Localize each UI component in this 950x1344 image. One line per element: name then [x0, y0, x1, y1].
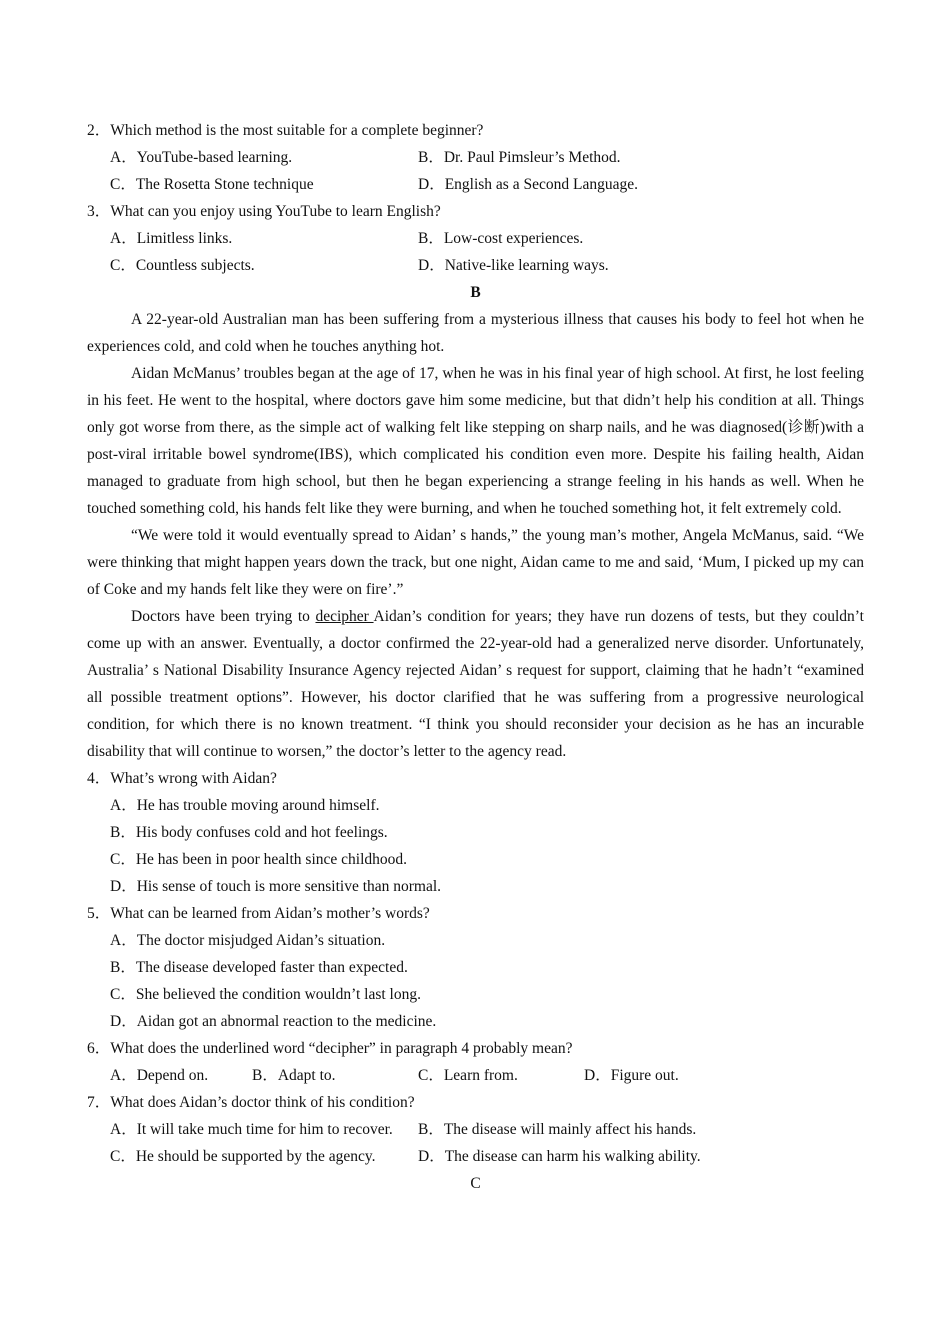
- text: Aidan’s condition for years; they have run dozens of tests, but they couldn’t come up with an answer. Eventually, a doctor confirmed the 22-year-old had a generalized nerve disorder. Unfortunately, Australia’ s National Disability Insurance Agency rejected Aidan’ s request for support, claiming that he hadn’t “examined all possible treatment options”. However, his doctor clarified that he was suffering from a progressive neurological condition, for which there is no known treatment. “I think you should reconsider your decision as he has an incurable disability that will continue to worsen,” the doctor’s letter to the agency read.: [87, 608, 864, 760]
- option: C．The Rosetta Stone technique: [110, 176, 314, 193]
- options-row: [87, 171, 864, 198]
- paragraph: [87, 603, 864, 765]
- section-heading-b: B: [470, 284, 481, 301]
- option: D．Aidan got an abnormal reaction to the medicine.: [110, 1013, 437, 1030]
- option: A．It will take much time for him to recover.: [110, 1121, 393, 1138]
- paragraph: “We were told it would eventually spread to Aidan’ s hands,” the young man’s mother, Angela McManus, said. “We were thinking that might happen years down the track, but one night, Aidan came to me and said, ‘Mum, I picked up my can of Coke and my hands felt like they were on fire’.”: [87, 527, 864, 598]
- underlined-word: decipher: [315, 608, 374, 625]
- option: D．His sense of touch is more sensitive than normal.: [110, 878, 442, 895]
- option: C．Countless subjects.: [110, 257, 255, 274]
- question-3: 3．What can you enjoy using YouTube to learn English?: [87, 203, 441, 220]
- question-6: 6．What does the underlined word “decipher” in paragraph 4 probably mean?: [87, 1040, 573, 1057]
- options-row: [87, 252, 864, 279]
- question-2: 2．Which method is the most suitable for a complete beginner?: [87, 122, 484, 139]
- document-body: [87, 117, 864, 1197]
- option: A．The doctor misjudged Aidan’s situation.: [110, 932, 386, 949]
- option: A．Limitless links.: [110, 230, 233, 247]
- options-row: [87, 225, 864, 252]
- options-row: [87, 1062, 864, 1089]
- option: D．Figure out.: [584, 1067, 679, 1084]
- section-heading-c: C: [470, 1175, 481, 1192]
- option: B．The disease developed faster than expected.: [110, 959, 408, 976]
- option: D．English as a Second Language.: [418, 176, 638, 193]
- option: C．He has been in poor health since childhood.: [110, 851, 408, 868]
- option: B．Low-cost experiences.: [418, 230, 584, 247]
- options-row: [87, 1143, 864, 1170]
- options-row: [87, 144, 864, 171]
- question-4: 4．What’s wrong with Aidan?: [87, 770, 277, 787]
- option: A．YouTube-based learning.: [110, 149, 293, 166]
- text: Doctors have been trying to: [131, 608, 316, 625]
- option: B．Adapt to.: [252, 1067, 336, 1084]
- option: B．Dr. Paul Pimsleur’s Method.: [418, 149, 621, 166]
- paragraph: Aidan McManus’ troubles began at the age of 17, when he was in his final year of high school. At first, he lost feeling in his feet. He went to the hospital, where doctors gave him some medicine, but that didn’t help his condition at all. Things only got worse from there, as the simple act of walking felt like stepping on sharp nails, and he was diagnosed(诊断)with a post-viral irritable bowel syndrome(IBS), which complicated his condition even more. Despite his failing health, Aidan managed to graduate from high school, but then he began experiencing a strange feeling in his hands as well. When he touched something cold, his hands felt like they were burning, and when he touched something hot, it felt extremely cold.: [87, 365, 864, 517]
- paragraph: A 22-year-old Australian man has been suffering from a mysterious illness that causes his body to feel hot when he experiences cold, and cold when he touches anything hot.: [87, 311, 864, 355]
- option: A．Depend on.: [110, 1067, 209, 1084]
- option: A．He has trouble moving around himself.: [110, 797, 380, 814]
- option: D．The disease can harm his walking ability.: [418, 1148, 701, 1165]
- option: D．Native-like learning ways.: [418, 257, 609, 274]
- options-row: [87, 1116, 864, 1143]
- option: C．He should be supported by the agency.: [110, 1148, 376, 1165]
- question-7: 7．What does Aidan’s doctor think of his condition?: [87, 1094, 415, 1111]
- option: B．The disease will mainly affect his hands.: [418, 1121, 697, 1138]
- question-5: 5．What can be learned from Aidan’s mother’s words?: [87, 905, 430, 922]
- option: C．She believed the condition wouldn’t last long.: [110, 986, 421, 1003]
- option: C．Learn from.: [418, 1067, 518, 1084]
- option: B．His body confuses cold and hot feelings.: [110, 824, 388, 841]
